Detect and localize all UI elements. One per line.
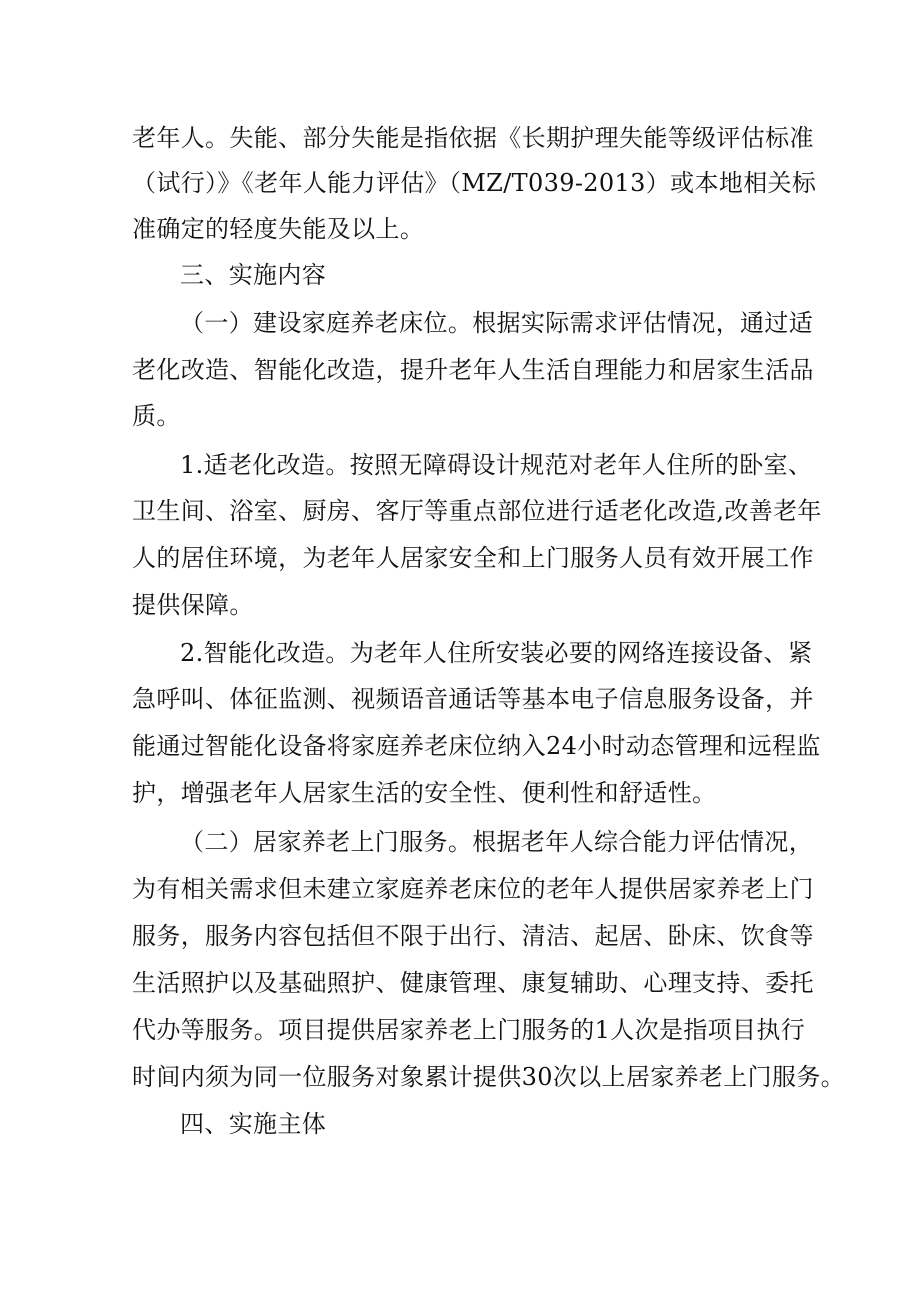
paragraph-line: 准确定的轻度失能及以上。 xyxy=(132,215,425,243)
paragraph-line: 护，增强老年人居家生活的安全性、便利性和舒适性。 xyxy=(132,779,717,807)
paragraph-line: 生活照护以及基础照护、健康管理、康复辅助、心理支持、委托 xyxy=(132,969,814,997)
paragraph-line: 时间内须为同一位服务对象累计提供30次以上居家养老上门服务。 xyxy=(132,1063,846,1091)
paragraph-line: （试行）》《老年人能力评估》（MZ/T039-2013）或本地相关标 xyxy=(132,169,817,197)
subsection-heading-1: （一）建设家庭养老床位。根据实际需求评估情况，通过适 xyxy=(180,309,814,337)
subsection-heading-2: （二）居家养老上门服务。根据老年人综合能力评估情况， xyxy=(180,828,814,856)
paragraph-line: 提供保障。 xyxy=(132,591,254,619)
list-item-2: 2.智能化改造。为老年人住所安装必要的网络连接设备、紧 xyxy=(180,639,813,667)
section-heading-4: 四、实施主体 xyxy=(180,1110,327,1138)
list-item-1: 1.适老化改造。按照无障碍设计规范对老年人住所的卧室、 xyxy=(180,451,813,479)
paragraph-line: 为有相关需求但未建立家庭养老床位的老年人提供居家养老上门 xyxy=(132,875,814,903)
paragraph-line: 服务，服务内容包括但不限于出行、清洁、起居、卧床、饮食等 xyxy=(132,922,814,950)
paragraph-line: 老年人。失能、部分失能是指依据《长期护理失能等级评估标准 xyxy=(132,124,814,152)
paragraph-line: 能通过智能化设备将家庭养老床位纳入24小时动态管理和远程监 xyxy=(132,732,821,760)
section-heading-3: 三、实施内容 xyxy=(180,261,327,289)
paragraph-line: 急呼叫、体征监测、视频语音通话等基本电子信息服务设备，并 xyxy=(132,685,814,713)
paragraph-line: 卫生间、浴室、厨房、客厅等重点部位进行适老化改造,改善老年 xyxy=(132,497,822,525)
paragraph-line: 质。 xyxy=(132,402,181,430)
paragraph-line: 代办等服务。项目提供居家养老上门服务的1人次是指项目执行 xyxy=(132,1016,806,1044)
paragraph-line: 人的居住环境，为老年人居家安全和上门服务人员有效开展工作 xyxy=(132,544,814,572)
paragraph-line: 老化改造、智能化改造，提升老年人生活自理能力和居家生活品 xyxy=(132,356,814,384)
